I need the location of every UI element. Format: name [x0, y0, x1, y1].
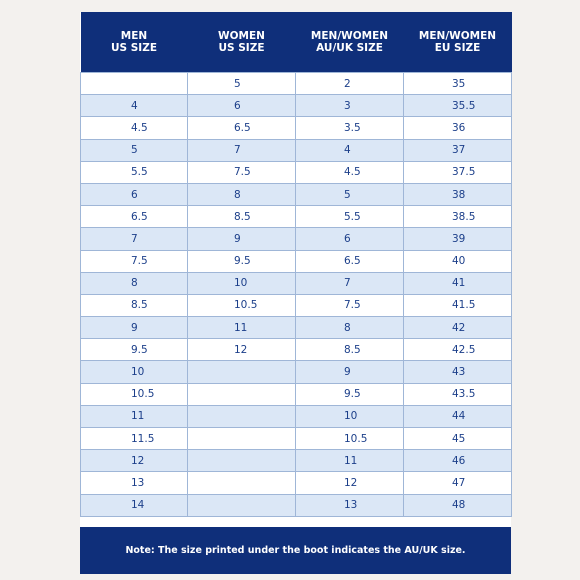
women-us-cell: 8: [188, 183, 296, 205]
au-uk-cell: 2: [296, 73, 404, 95]
size-chart-card: [80, 12, 511, 574]
au-uk-cell: 12: [296, 472, 404, 494]
au-uk-cell: 4.5: [296, 161, 404, 183]
header-women-us-line1: WOMEN: [218, 30, 265, 42]
table-row: [81, 183, 512, 205]
au-uk-cell: 5.5: [296, 206, 404, 228]
eu-cell: 43: [404, 361, 512, 383]
table-row: [81, 139, 512, 161]
eu-cell: 42.5: [404, 339, 512, 361]
eu-cell: 44: [404, 405, 512, 427]
men-us-cell: 14: [81, 494, 188, 516]
au-uk-cell: 6: [296, 228, 404, 250]
men-us-cell: 10: [81, 361, 188, 383]
women-us-cell: 7.5: [188, 161, 296, 183]
header-women-us-line2: US SIZE: [218, 42, 265, 54]
eu-cell: 35: [404, 73, 512, 95]
eu-cell: 46: [404, 450, 512, 472]
eu-cell: 37: [404, 139, 512, 161]
men-us-cell: 5: [81, 139, 188, 161]
au-uk-cell: 3.5: [296, 117, 404, 139]
eu-cell: 48: [404, 494, 512, 516]
header-women-us: [188, 12, 296, 73]
table-row: [81, 206, 512, 228]
table-row: [81, 228, 512, 250]
women-us-cell: [188, 450, 296, 472]
table-row: [81, 472, 512, 494]
header-au-uk: [296, 12, 404, 73]
women-us-cell: 9: [188, 228, 296, 250]
women-us-cell: [188, 472, 296, 494]
au-uk-cell: 9.5: [296, 383, 404, 405]
eu-cell: 40: [404, 250, 512, 272]
header-men-us: [81, 12, 188, 73]
women-us-cell: 9.5: [188, 250, 296, 272]
men-us-cell: 9: [81, 317, 188, 339]
women-us-cell: 8.5: [188, 206, 296, 228]
table-row: [81, 450, 512, 472]
au-uk-cell: 9: [296, 361, 404, 383]
size-chart-table: [80, 12, 512, 517]
men-us-cell: 13: [81, 472, 188, 494]
women-us-cell: 6: [188, 95, 296, 117]
table-row: [81, 405, 512, 427]
eu-cell: 45: [404, 428, 512, 450]
women-us-cell: 6.5: [188, 117, 296, 139]
women-us-cell: [188, 405, 296, 427]
header-eu-line1: MEN/WOMEN: [418, 30, 497, 42]
women-us-cell: [188, 383, 296, 405]
header-eu: [404, 12, 512, 73]
header-row: [81, 12, 512, 73]
au-uk-cell: 8: [296, 317, 404, 339]
eu-cell: 43.5: [404, 383, 512, 405]
table-row: [81, 161, 512, 183]
men-us-cell: 6: [81, 183, 188, 205]
table-row: [81, 339, 512, 361]
men-us-cell: 4: [81, 95, 188, 117]
women-us-cell: 5: [188, 73, 296, 95]
men-us-cell: 5.5: [81, 161, 188, 183]
women-us-cell: 11: [188, 317, 296, 339]
eu-cell: 41: [404, 272, 512, 294]
au-uk-cell: 13: [296, 494, 404, 516]
men-us-cell: [81, 73, 188, 95]
eu-cell: 38.5: [404, 206, 512, 228]
au-uk-cell: 10.5: [296, 428, 404, 450]
table-row: [81, 73, 512, 95]
table-row: [81, 361, 512, 383]
eu-cell: 41.5: [404, 294, 512, 316]
eu-cell: 36: [404, 117, 512, 139]
header-men-us-line1: MEN: [120, 30, 148, 42]
eu-cell: 42: [404, 317, 512, 339]
men-us-cell: 4.5: [81, 117, 188, 139]
men-us-cell: 10.5: [81, 383, 188, 405]
table-row: [81, 494, 512, 516]
men-us-cell: 11.5: [81, 428, 188, 450]
eu-cell: 38: [404, 183, 512, 205]
men-us-cell: 8: [81, 272, 188, 294]
au-uk-cell: 4: [296, 139, 404, 161]
au-uk-cell: 5: [296, 183, 404, 205]
au-uk-cell: 6.5: [296, 250, 404, 272]
eu-cell: 39: [404, 228, 512, 250]
women-us-cell: [188, 494, 296, 516]
table-row: [81, 383, 512, 405]
au-uk-cell: 7: [296, 272, 404, 294]
women-us-cell: 10: [188, 272, 296, 294]
au-uk-cell: 7.5: [296, 294, 404, 316]
header-men-us-line2: US SIZE: [111, 42, 157, 54]
men-us-cell: 11: [81, 405, 188, 427]
table-row: [81, 428, 512, 450]
women-us-cell: 10.5: [188, 294, 296, 316]
au-uk-cell: 11: [296, 450, 404, 472]
footer-note: Note: The size printed under the boot indicates the AU/UK size.: [80, 527, 511, 574]
table-row: [81, 95, 512, 117]
table-row: [81, 294, 512, 316]
men-us-cell: 8.5: [81, 294, 188, 316]
table-row: [81, 250, 512, 272]
au-uk-cell: 3: [296, 95, 404, 117]
eu-cell: 35.5: [404, 95, 512, 117]
table-row: [81, 317, 512, 339]
men-us-cell: 12: [81, 450, 188, 472]
men-us-cell: 9.5: [81, 339, 188, 361]
header-eu-line2: EU SIZE: [434, 42, 481, 54]
au-uk-cell: 10: [296, 405, 404, 427]
women-us-cell: 7: [188, 139, 296, 161]
women-us-cell: 12: [188, 339, 296, 361]
men-us-cell: 7: [81, 228, 188, 250]
table-row: [81, 272, 512, 294]
eu-cell: 47: [404, 472, 512, 494]
header-au-uk-line1: MEN/WOMEN: [310, 30, 389, 42]
men-us-cell: 6.5: [81, 206, 188, 228]
eu-cell: 37.5: [404, 161, 512, 183]
au-uk-cell: 8.5: [296, 339, 404, 361]
men-us-cell: 7.5: [81, 250, 188, 272]
header-au-uk-line2: AU/UK SIZE: [316, 42, 383, 54]
size-rows: [81, 73, 512, 517]
women-us-cell: [188, 428, 296, 450]
women-us-cell: [188, 361, 296, 383]
table-row: [81, 117, 512, 139]
